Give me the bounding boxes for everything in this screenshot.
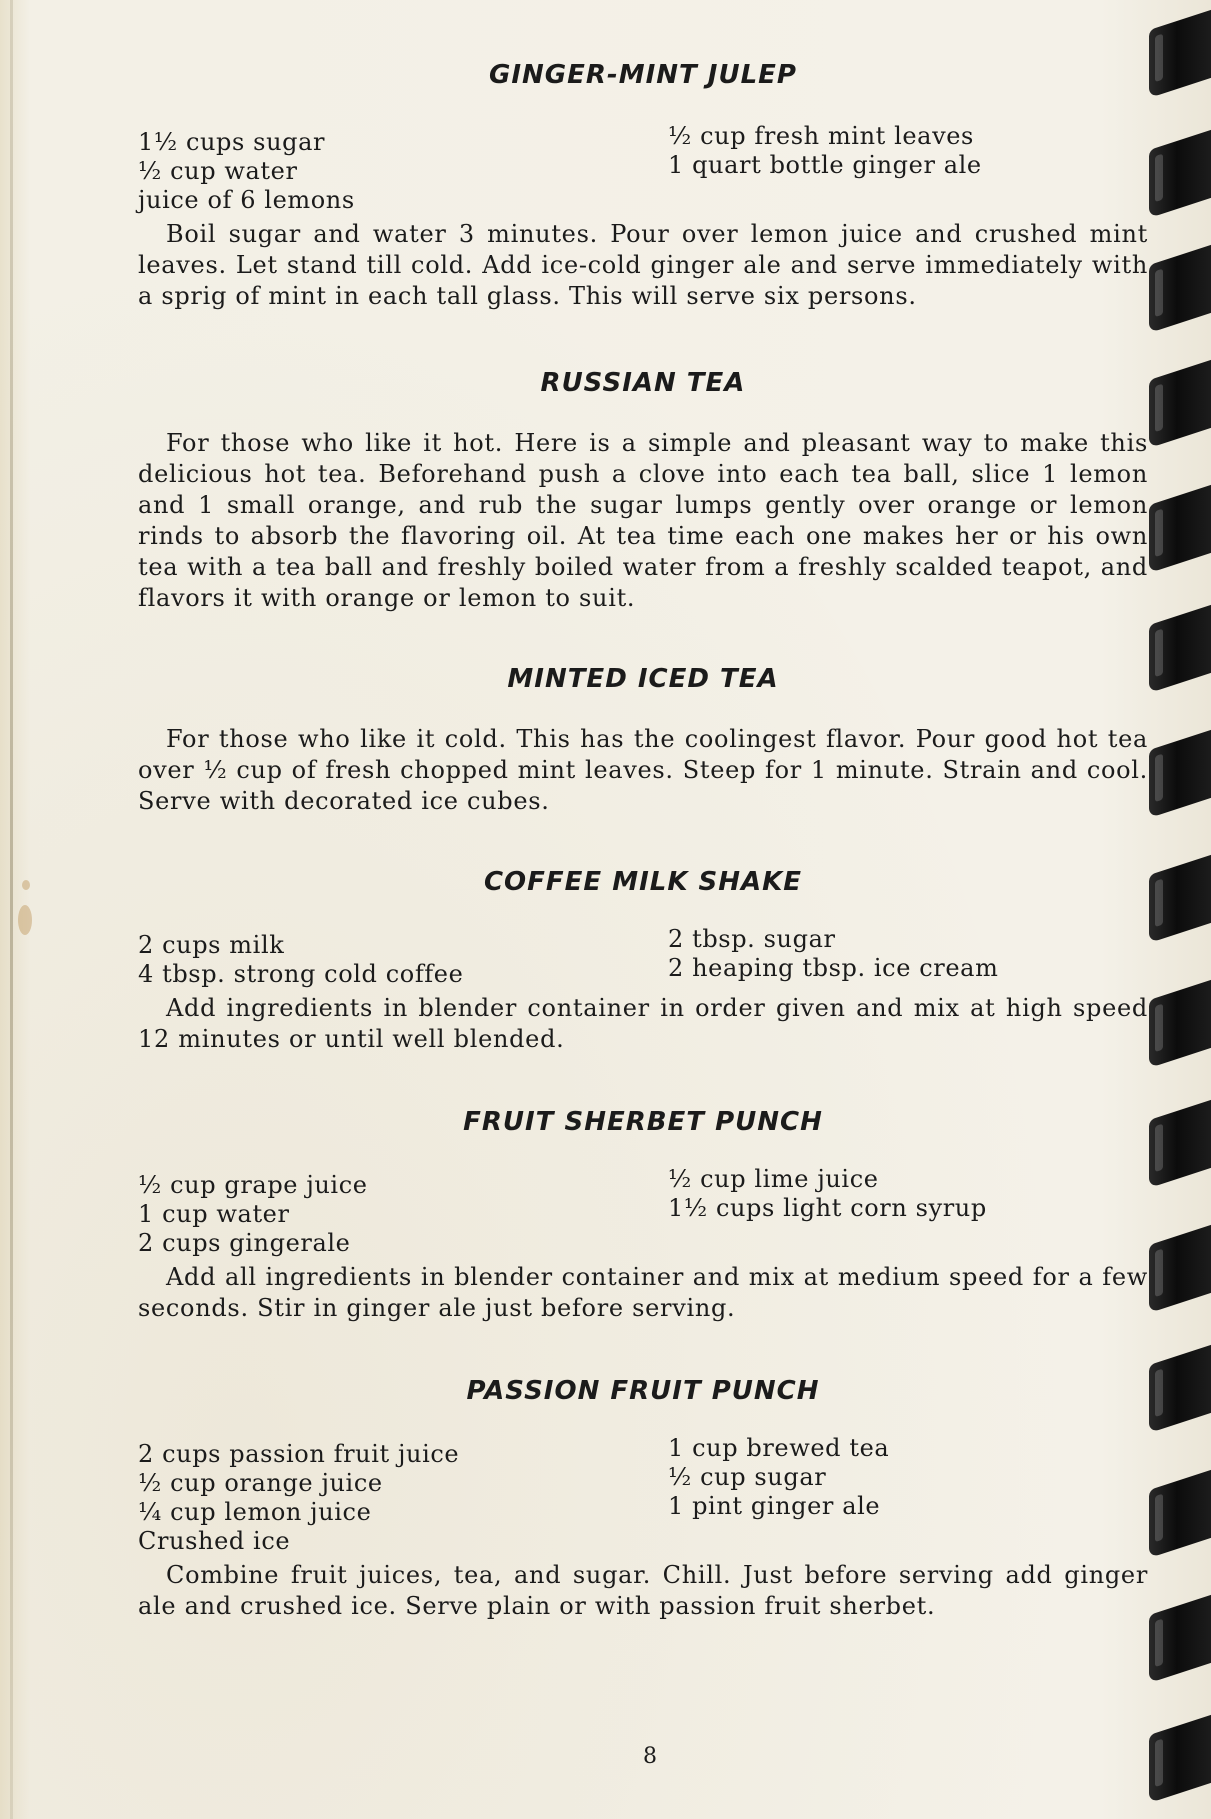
binding-coil	[1149, 1345, 1211, 1433]
binding-coil	[1149, 485, 1211, 573]
ingredient-item: ½ cup sugar	[668, 1463, 827, 1491]
ingredient-list	[138, 1434, 1148, 1556]
binding-coil	[1149, 130, 1211, 218]
binding-coil	[1149, 245, 1211, 333]
ingredient-item: 4 tbsp. strong cold coffee	[138, 960, 464, 988]
page-number: 8	[643, 1744, 657, 1769]
page-edge-shadow	[10, 0, 13, 1819]
ingredient-item: ½ cup grape juice	[138, 1171, 368, 1199]
ingredient-column-left	[138, 1171, 668, 1258]
recipe-directions: Add ingredients in blender container in order given and mix at high speed 12 minutes or until well blended.	[138, 994, 1148, 1053]
recipe-title: MINTED ICED TEA	[507, 664, 779, 694]
ingredient-column-right	[668, 1434, 1138, 1556]
recipe-title: RUSSIAN TEA	[540, 368, 746, 398]
ingredient-column-left	[138, 1440, 668, 1556]
binding-coil	[1149, 730, 1211, 818]
binding-coil	[1149, 1100, 1211, 1188]
binding-coil	[1149, 10, 1211, 98]
ingredient-column-left	[138, 931, 668, 989]
ingredient-item: ½ cup lime juice	[668, 1165, 879, 1193]
binding-coil	[1149, 855, 1211, 943]
ingredient-item: 1 pint ginger ale	[668, 1492, 881, 1520]
ingredient-item: 2 cups gingerale	[138, 1229, 351, 1257]
ingredient-item: 1½ cups sugar	[138, 128, 326, 156]
recipe-title: COFFEE MILK SHAKE	[483, 867, 803, 897]
binding-coil	[1149, 1595, 1211, 1683]
recipe-directions: For those who like it cold. This has the coolingest flavor. Pour good hot tea over ½ cup of fresh chopped mint leaves. Steep for 1 minute. Strain and cool. Serve with decorated ice cubes.	[138, 725, 1148, 815]
recipe-directions: For those who like it hot. Here is a simple and pleasant way to make this delicious hot tea. Beforehand push a clove into each tea ball, slice 1 lemon and 1 small orange, and rub the sugar lumps gently over orange or lemon rinds to absorb the flavoring oil. At tea time each one makes her or his own tea with a tea ball and freshly boiled water from a freshly scalded teapot, and flavors it with orange or lemon to suit.	[138, 429, 1148, 612]
ingredient-item: 1 cup brewed tea	[668, 1434, 890, 1462]
page-stain	[22, 880, 30, 890]
binding-coil	[1149, 605, 1211, 693]
recipe-coffee-milk-shake	[138, 867, 1148, 1055]
ingredient-item: ½ cup water	[138, 157, 298, 185]
ingredient-item: 2 tbsp. sugar	[668, 925, 836, 953]
recipe-fruit-sherbet-punch	[138, 1107, 1148, 1324]
ingredient-item: 1½ cups light corn syrup	[668, 1194, 987, 1222]
recipe-russian-tea	[138, 368, 1148, 614]
recipe-title: PASSION FRUIT PUNCH	[466, 1376, 820, 1406]
ingredient-list	[138, 122, 1148, 215]
recipe-title: FRUIT SHERBET PUNCH	[463, 1107, 823, 1137]
ingredient-column-right	[668, 925, 1138, 989]
binding-coil	[1149, 980, 1211, 1068]
ingredient-item: juice of 6 lemons	[138, 186, 355, 214]
page-stain	[18, 905, 32, 935]
recipe-directions: Boil sugar and water 3 minutes. Pour over lemon juice and crushed mint leaves. Let stand till cold. Add ice-cold ginger ale and serve immediately with a sprig of mint in each tall glass. This will serve six persons.	[138, 220, 1148, 310]
recipe-passion-fruit-punch	[138, 1376, 1148, 1622]
ingredient-item: 2 cups milk	[138, 931, 285, 959]
ingredient-list	[138, 1165, 1148, 1258]
recipe-title: GINGER-MINT JULEP	[489, 60, 797, 90]
ingredient-column-right	[668, 122, 1138, 215]
ingredient-column-left	[138, 128, 668, 215]
ingredient-item: 2 cups passion fruit juice	[138, 1440, 460, 1468]
binding-coil	[1149, 360, 1211, 448]
ingredient-item: 1 quart bottle ginger ale	[668, 151, 982, 179]
ingredient-item: ½ cup orange juice	[138, 1469, 383, 1497]
recipe-minted-iced-tea	[138, 664, 1148, 817]
ingredient-item: Crushed ice	[138, 1527, 291, 1555]
ingredient-item: 2 heaping tbsp. ice cream	[668, 954, 999, 982]
ingredient-item: ½ cup fresh mint leaves	[668, 122, 974, 150]
recipe-content	[138, 60, 1148, 1622]
ingredient-item: ¼ cup lemon juice	[138, 1498, 372, 1526]
recipe-ginger-mint-julep	[138, 60, 1148, 312]
ingredient-column-right	[668, 1165, 1138, 1258]
ingredient-list	[138, 925, 1148, 989]
binding-coil	[1149, 1470, 1211, 1558]
ingredient-item: 1 cup water	[138, 1200, 290, 1228]
recipe-directions: Add all ingredients in blender container and mix at medium speed for a few seconds. Stir in ginger ale just before serving.	[138, 1263, 1148, 1322]
binding-coil	[1149, 1225, 1211, 1313]
recipe-directions: Combine fruit juices, tea, and sugar. Chill. Just before serving add ginger ale and crushed ice. Serve plain or with passion fruit sherbet.	[138, 1561, 1148, 1620]
